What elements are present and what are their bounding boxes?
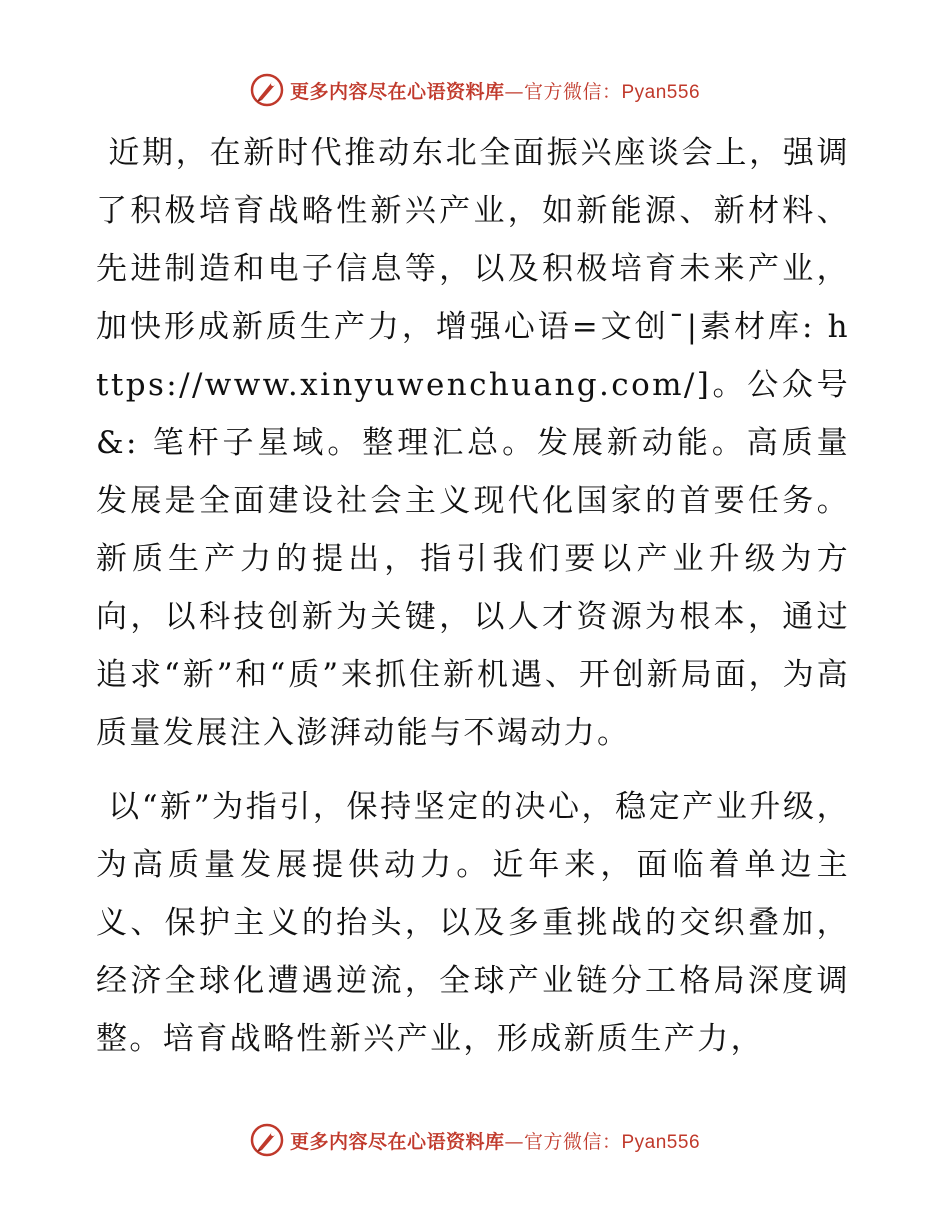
footer-banner (0, 1120, 950, 1160)
footer-dash: — (504, 1130, 524, 1153)
header-wechat-id: Pyan556 (621, 81, 701, 103)
document-body (96, 124, 850, 1084)
paragraph-1 (96, 124, 850, 762)
feather-pen-icon (250, 1123, 284, 1157)
header-dash: — (504, 80, 524, 103)
footer-official-label: 官方微信： (523, 1130, 622, 1153)
footer-banner-text (290, 1127, 700, 1154)
footer-wechat-id: Pyan556 (621, 1131, 701, 1153)
footer-site-text: 更多内容尽在心语资料库 (289, 1130, 505, 1153)
header-site-text: 更多内容尽在心语资料库 (289, 80, 505, 103)
header-banner (0, 70, 950, 110)
header-banner-text (290, 77, 700, 104)
paragraph-2-text: 以“新”为指引，保持坚定的决心，稳定产业升级，为高质量发展提供动力。近年来，面临着单边主义、保护主义的抬头，以及多重挑战的交织叠加，经济全球化遭遇逆流，全球产业链分工格局深度调整。培育战略性新兴产业，形成新质生产力， (96, 789, 850, 1057)
feather-pen-icon (250, 73, 284, 107)
paragraph-2 (96, 778, 850, 1068)
paragraph-1-text: 近期，在新时代推动东北全面振兴座谈会上，强调了积极培育战略性新兴产业，如新能源、新材料、先进制造和电子信息等，以及积极培育未来产业，加快形成新质生产力，增强心语=文创¯|素材库: https://www.xinyuwenchuang.com/]。公众号&: 笔杆子星域。整理汇总。发展新动能。高质量发展是全面建设社会主义现代化国家的首要任务。新质生产力的提出，指引我们要以产业升级为方向，以科技创新为关键，以人才资源为根本，通过追求“新”和“质”来抓住新机遇、开创新局面，为高质量发展注入澎湃动能与不竭动力。 (96, 135, 850, 751)
header-official-label: 官方微信： (523, 80, 622, 103)
